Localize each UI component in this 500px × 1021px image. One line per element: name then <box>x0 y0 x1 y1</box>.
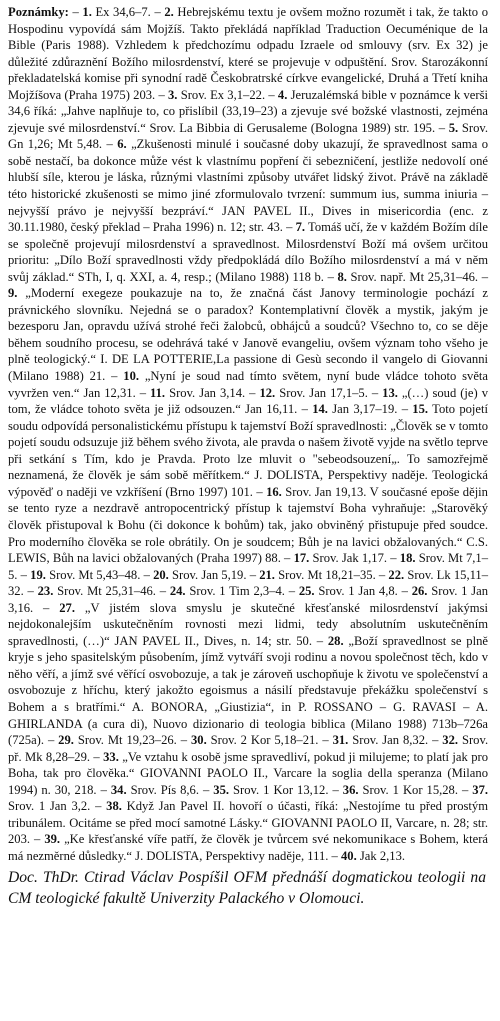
footnote-number: 5. <box>448 120 459 135</box>
footnote-number: 27. <box>59 600 75 615</box>
footnote-number: 29. <box>58 733 74 748</box>
footnote-number: 25. <box>298 584 315 599</box>
footnote-number: 6. <box>117 137 127 152</box>
footnote-text: Jak 2,13. <box>359 848 406 863</box>
footnote-text: Srov. 1 Kor 13,12. <box>233 782 329 797</box>
footnote-text: Srov. 2 Kor 5,18–21. <box>210 733 319 748</box>
footnote-number: 22. <box>388 567 405 582</box>
footnote-number: 14. <box>312 402 328 417</box>
footnote-number: 15. <box>412 402 429 417</box>
footnote-number: 3. <box>168 87 178 102</box>
footnote-text: Srov. Jan 3,14. <box>169 385 246 400</box>
footnote-text: Srov. př. Mk 8,28–29. <box>8 733 489 764</box>
footnote-text: Srov. Mt 5,43–48. <box>49 567 141 582</box>
footnote-text: „V jistém slova smyslu je skutečné křesťanské milosrdenství jakýmsi nejdokonalejším uskutečněním rovnosti mezi lidmi, tedy absolutním uskutečněním spravedlnosti, (…)“ JAN PAVEL II., Dives, n. 14; str. 50. <box>8 600 488 648</box>
footnote-text: Srov. 1 Jan 4,8. <box>318 584 398 599</box>
footnote-number: 33. <box>103 749 119 764</box>
footnote-text: Srov. 1 Jan 3,2. <box>8 799 91 814</box>
footnotes-paragraph: Poznámky: – 1. Ex 34,6–7. – 2. Hebrejskému textu je ovšem možno rozumět i tak, že takto o Hospodinu vypovídá sám Mojžíš. Takto překládá například Traduction Oecuménique de la Bible (Paris 1988). Vzhledem k předchozímu odpadu Izraele od smlouvy (srv. Ex 32) je důležité zdůraznění Božího milosrdenství, které se projevuje v odpuštění. Srov. Starozákonní překladatelská komise při synodní radě Českobratrské církve evangelické, Druhá a Třetí kniha Mojžíšova (Praha 1975) 203. – 3. Srov. Ex 3,1–22. – 4. Jeruzalémská bible v poznámce k verši 34,6 říká: „Jahve naplňuje to, co přislíbil (33,19–23) a zjevuje své božské vlastnosti, zejména zjevuje své milosrdenství.“ Srov. La Bibbia di Gerusaleme (Bologna 1989) str. 195. – 5. Srov. Gn 1,26; Mt 5,48. – 6. „Zkušenosti minulé i současné doby ukazují, že spravedlnost sama o sobě nestačí, ba dokonce může vést k vlastnímu popření či sebezničení, jestliže nedovolí oné hlubší síle, kterou je láska, různými vlastními způsoby utvářet lidský život. Právě na základě této historické zkušenosti se mimo jiné zformulovalo tvrzení: summum ius, summa iniuria – nejvyšší právo je nejvyšší bezpráví.“ JAN PAVEL II., Dives in misericordia (enc. z 30.11.1980, český překlad – Praha 1996) n. 12; str. 43. – 7. Tomáš učí, že v každém Božím díle se společně projevují milosrdenství a spravedlnost. Milosrdenství Boží má ovšem určitou prioritu: „Dílo Boží spravedlnosti vždy předpokládá dílo Božího milosrdenství a má v něm svůj základ.“ STh, I, q. XXI, a. 4, resp.; (Milano 1988) 118 b. – 8. Srov. např. Mt 25,31–46. – 9. „Moderní exegeze poukazuje na to, že značná část Janovy terminologie pochází z právnického slovníku. Nejedná se o paradox? Kontemplativní člověk a mystik, jakým je bezesporu Jan, opravdu užívá strohé řeči žalobců, obhájců a soudců? Všechno to, co se děje během soudního procesu, se odehrává také v Janově evangeliu, ovšem význam toho všeho je plně teologický.“ I. DE LA POTTERIE,La passione di Gesù secondo il vangelo di Giovanni (Milano 1988) 21. – 10. „Nyní je soud nad tímto světem, nyní bude vládce tohoto světa vyvržen ven.“ Jan 12,31. – 11. Srov. Jan 3,14. – 12. Srov. Jan 17,1–5. – 13. „(…) soud (je) v tom, že vládce tohoto světa je již odsouzen.“ Jan 16,11. – 14. Jan 3,17–19. – 15. Toto pojetí soudu odpovídá personalistickému přístupu k tajemství Boží spravedlnosti: „Člověk se v tomto pojetí soudu odsuzuje již během svého života, ale pravda o našem životě vyjde na světlo teprve při setkání s Tím, kdo je Pravda. Proto lze mluvit o "sebeodsouzení„. To samozřejmě neznamená, že člověk je sám sobě měřítkem.“ J. DOLISTA, Perspektivy naděje. Teologická výpověď o naději ve vzkříšení (Brno 1997) 101. – 16. Srov. Jan 19,13. V současné epoše dějin se tento ryze a nezdravě antropocentrický přístup k tajemství Boha vyhraňuje: „Starověký člověk přistupoval k Bohu (či dokonce k bohům) tak, jako obviněný přistupuje před soudce. Pro moderního člověka se role obrátily. On je soudcem; Bůh je na lavici obžalovaných.“ C.S. LEWIS, Bůh na lavici obžalovaných (Praha 1997) 88. – 17. Srov. Jak 1,17. – 18. Srov. Mt 7,1–5. – 19. Srov. Mt 5,43–48. – 20. Srov. Jan 5,19. – 21. Srov. Mt 18,21–35. – 22. Srov. Lk 15,11–32. – 23. Srov. Mt 25,31–46. – 24. Srov. 1 Tim 2,3–4. – 25. Srov. 1 Jan 4,8. – 26. Srov. 1 Jan 3,16. – 27. „V jistém slova smyslu je skutečné křesťanské milosrdenství jakýmsi nejdokonalejším uskutečněním rovnosti mezi lidmi, tedy absolutním uskutečněním spravedlnosti, (…)“ JAN PAVEL II., Dives, n. 14; str. 50. – 28. „Boží spravedlnost se plně kryje s jeho spasitelským působením, jímž vytváří svoji rodinu a novou společnost těch, kdo v něho věří, a jímž své věřící osvobozuje, a tak je zároveň uschopňuje k životu ve společenství a osvobozuje z hříchu, který jakožto egoismus a násilí představuje překážku společenství s Bohem a s bratřími.“ A. BONORA, „Giustizia“, in P. ROSSANO – G. RAVASI – A. GHIRLANDA (a cura di), Nuovo dizionario di teologia biblica (Milano 1988) 713b–726a (725a). – 29. Srov. Mt 19,23–26. – 30. Srov. 2 Kor 5,18–21. – 31. Srov. Jan 8,32. – 32. Srov. př. Mk 8,28–29. – 33. „Ve vztahu k osobě jsme spravedliví, pokud ji milujeme; to platí jak pro Boha, tak pro člověka.“ GIOVANNI PAOLO II., Varcare la soglia della speranza (Milano 1994) n. 30, 218. – 34. Srov. Pís 8,6. – 35. Srov. 1 Kor 13,12. – 36. Srov. 1 Kor 15,28. – 37. Srov. 1 Jan 3,2. – 38. Když Jan Pavel II. hovoří o účasti, říká: „Nestojíme tu před prostým tribunálem. Ocitáme se před mocí samotné Lásky.“ GIOVANNI PAOLO II, Varcare, n. 28; str. 203. – 39. „Ke křesťanské víře patří, že člověk je tvůrcem své nekomunikace s Bohem, která má nezměrné důsledky.“ J. DOLISTA, Perspektivy naděje, 111. – 40. Jak 2,13. <box>8 5 489 863</box>
footnote-number: 23. <box>37 584 54 599</box>
footnote-text: Srov. Jan 8,32. <box>352 733 429 748</box>
footnote-number: 31. <box>332 733 349 748</box>
footnote-text: Srov. např. Mt 25,31–46. <box>350 269 479 284</box>
footnote-number: 24. <box>169 584 186 599</box>
footnote-text: „Moderní exegeze poukazuje na to, že značná část Janovy terminologie pochází z právnického slovníku. Nejedná se o paradox? Kontemplativní člověk a mystik, jakým je bezesporu Jan, opravdu užívá strohé řeči žalobců, obhájců a soudců? Všechno to, co se děje během soudního procesu, se odehrává také v Janově evangeliu, ovšem význam toho všeho je plně teologický.“ I. DE LA POTTERIE,La passione di Gesù secondo il vangelo di Giovanni (Milano 1988) 21. <box>8 286 488 384</box>
footnote-text: „Ke křesťanské víře patří, že člověk je tvůrcem své nekomunikace s Bohem, která má nezměrné důsledky.“ J. DOLISTA, Perspektivy naděje, 111. <box>8 832 488 863</box>
footnote-text: Srov. Mt 7,1–5. <box>8 551 489 582</box>
footnote-number: 17. <box>293 551 310 566</box>
footnote-number: 34. <box>110 782 127 797</box>
footnote-number: 32. <box>442 733 459 748</box>
footnote-number: 20. <box>153 567 169 582</box>
notes-heading: Poznámky: <box>8 5 69 19</box>
footnote-text: Srov. Pís 8,6. <box>130 782 200 797</box>
footnote-text: „(…) soud (je) v tom, že vládce tohoto světa je již odsouzen.“ Jan 16,11. <box>8 385 488 417</box>
footnote-text: Hebrejskému textu je ovšem možno rozumět i tak, že takto o Hospodinu vypovídá sám Mojžíš. Takto překládá například Traduction Oecuménique de la Bible (Paris 1988). Vzhledem k předchozímu odpadu Izraele od smlouvy (srv. Ex 32) je důležité zdůraznění Božího milosrdenství, které se projevuje v odpuštění. Srov. Starozákonní překladatelská komise při synodní radě Českobratrské církve evangelické, Druhá a Třetí kniha Mojžíšova (Praha 1975) 203. <box>8 5 489 102</box>
footnote-number: 1. <box>82 5 92 19</box>
footnote-number: 13. <box>382 385 398 400</box>
footnote-text: Srov. Ex 3,1–22. <box>180 87 266 102</box>
footnote-number: 37. <box>472 782 489 797</box>
footnote-number: 8. <box>337 269 347 284</box>
footnote-number: 21. <box>259 567 275 582</box>
footnote-text: Jan 3,17–19. <box>332 402 398 417</box>
footnote-number: 28. <box>327 633 344 648</box>
footnote-text: Srov. 1 Tim 2,3–4. <box>189 584 285 599</box>
footnote-number: 19. <box>30 567 46 582</box>
footnote-number: 7. <box>295 220 306 235</box>
footnote-number: 26. <box>411 584 428 599</box>
footnote-text: Srov. Mt 19,23–26. <box>77 733 177 748</box>
footnote-text: Srov. Jan 5,19. <box>172 567 247 582</box>
footnote-text: Srov. Jan 17,1–5. <box>279 385 368 400</box>
footnote-number: 4. <box>277 87 288 102</box>
footnote-number: 10. <box>123 369 140 384</box>
footnote-text: Srov. Jak 1,17. <box>312 551 388 566</box>
footnote-text: Srov. Mt 25,31–46. <box>57 584 156 599</box>
author-note: Doc. ThDr. Ctirad Václav Pospíšil OFM přednáší dogmatickou teologii na CM teologické fakultě Univerzity Palackého v Olomouci. <box>8 869 486 907</box>
footnote-number: 40. <box>341 848 357 863</box>
footnote-number: 35. <box>213 782 230 797</box>
footnote-number: 18. <box>399 551 416 566</box>
footnote-number: 16. <box>266 484 282 499</box>
footnote-text: Ex 34,6–7. <box>95 5 151 19</box>
footnote-text: Srov. Mt 18,21–35. <box>278 567 376 582</box>
footnote-text: Srov. 1 Kor 15,28. <box>362 782 459 797</box>
footnote-number: 38. <box>106 799 122 814</box>
footnote-text: „Boží spravedlnost se plně kryje s jeho spasitelským působením, jímž vytváří svoji rodinu a novou společnost těch, kdo v něho věří, a jímž své věřící osvobozuje, a tak je zároveň uschopňuje k životu ve společenství a osvobozuje z hříchu, který jakožto egoismus a násilí představuje překážku společenství s Bohem a s bratřími.“ A. BONORA, „Giustizia“, in P. ROSSANO – G. RAVASI – A. GHIRLANDA (a cura di), Nuovo dizionario di teologia biblica (Milano 1988) 713b–726a (725a). <box>8 633 488 748</box>
footnote-number: 2. <box>164 5 174 19</box>
footnote-number: 9. <box>8 286 18 301</box>
footnote-text: Srov. 1 Jan 3,16. <box>8 584 489 615</box>
footnote-text: „Zkušenosti minulé i současné doby ukazují, že spravedlnost sama o sobě nestačí, ba dokonce může vést k vlastnímu popření či sebezničení, jestliže nedovolí oné hlubší síle, kterou je láska, různými vlastními způsoby utvářet lidský život. Právě na základě této historické zkušenosti se mimo jiné zformulovalo tvrzení: summum ius, summa iniuria – nejvyšší právo je nejvyšší bezpráví.“ JAN PAVEL II., Dives in misericordia (enc. z 30.11.1980, český překlad – Praha 1996) n. 12; str. 43. <box>8 137 488 235</box>
footnote-text: Toto pojetí soudu odpovídá personalistickému přístupu k tajemství Boží spravedlnosti: „Člověk se v tomto pojetí soudu odsuzuje již během svého života, ale pravda o našem životě vyjde na světlo teprve při setkání s Tím, kdo je Pravda. Proto lze mluvit o "sebeodsouzení„. To samozřejmě neznamená, že člověk je sám sobě měřítkem.“ J. DOLISTA, Perspektivy naděje. Teologická výpověď o naději ve vzkříšení (Brno 1997) 101. <box>8 402 489 499</box>
footnote-text: Když Jan Pavel II. hovoří o účasti, říká: „Nestojíme tu před prostým tribunálem. Ocitáme se před mocí samotné Lásky.“ GIOVANNI PAOLO II, Varcare, n. 28; str. 203. <box>8 799 489 847</box>
footnote-text: Srov. Lk 15,11–32. <box>8 567 489 599</box>
footnote-number: 11. <box>150 385 166 400</box>
footnote-number: 39. <box>44 832 61 847</box>
footnote-text: Jeruzalémská bible v poznámce k verši 34,6 říká: „Jahve naplňuje to, co přislíbil (33,19–23) a zjevuje své božské vlastnosti, zejména zjevuje své milosrdenství.“ Srov. La Bibbia di Gerusaleme (Bologna 1989) str. 195. <box>8 87 488 135</box>
footnote-number: 30. <box>190 733 207 748</box>
footnote-text: „Nyní je soud nad tímto světem, nyní bude vládce tohoto světa vyvržen ven.“ Jan 12,31. <box>8 369 489 400</box>
footnote-number: 36. <box>342 782 359 797</box>
footnote-text: Srov. Jan 19,13. V současné epoše dějin se tento ryze a nezdravě antropocentrický přístup k tajemství Boha vyhraňuje: „Starověký člověk přistupoval k Bohu (či dokonce k bohům) tak, jako obviněný přistupuje před soudce. Pro moderního člověka se role obrátily. On je soudcem; Bůh je na lavici obžalovaných.“ C.S. LEWIS, Bůh na lavici obžalovaných (Praha 1997) 88. <box>8 484 488 566</box>
footnote-text: Srov. Gn 1,26; Mt 5,48. <box>8 120 488 152</box>
footnote-text: „Ve vztahu k osobě jsme spravedliví, pokud ji milujeme; to platí jak pro Boha, tak pro člověka.“ GIOVANNI PAOLO II., Varcare la soglia della speranza (Milano 1994) n. 30, 218. <box>8 749 489 797</box>
footnote-text: Tomáš učí, že v každém Božím díle se společně projevují milosrdenství a spravedlnost. Milosrdenství Boží má ovšem určitou prioritu: „Dílo Boží spravedlnosti vždy předpokládá dílo Božího milosrdenství a má v něm svůj základ.“ STh, I, q. XXI, a. 4, resp.; (Milano 1988) 118 b. <box>8 220 489 284</box>
footnote-number: 12. <box>259 385 276 400</box>
